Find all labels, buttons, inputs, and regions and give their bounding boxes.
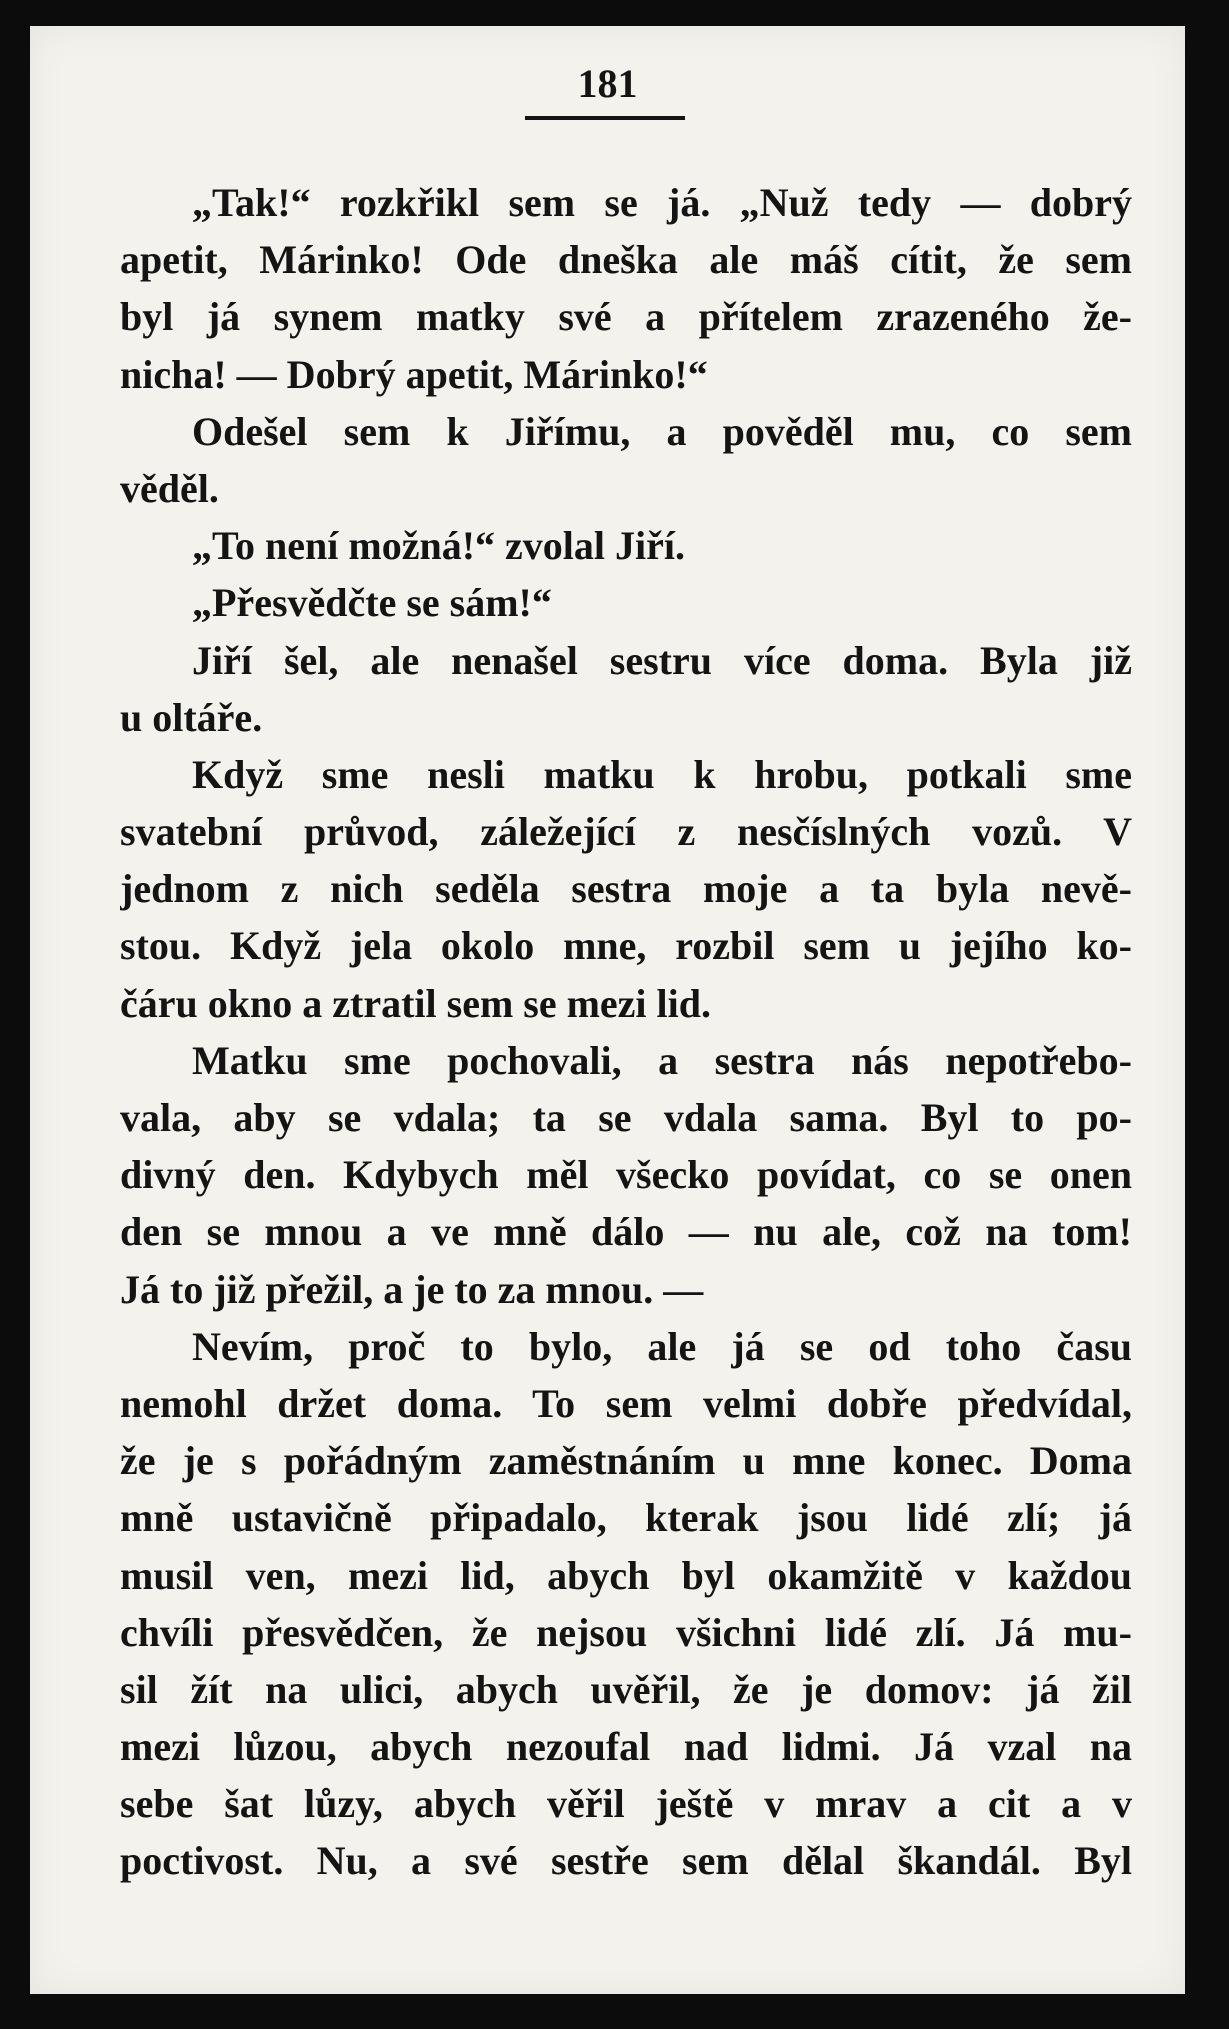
text-line: stou. Když jela okolo mne, rozbil sem u jejího ko- (120, 923, 1132, 969)
text-line: nemohl držet doma. To sem velmi dobře předvídal, (120, 1380, 1132, 1426)
text-line: den se mnou a ve mně dálo — nu ale, což na tom! (120, 1209, 1132, 1255)
text-line: čáru okno a ztratil sem se mezi lid. (120, 980, 711, 1026)
text-line: u oltáře. (120, 694, 263, 740)
text-line: Jiří šel, ale nenašel sestru více doma. Byla již (192, 637, 1132, 683)
text-line: Když sme nesli matku k hrobu, potkali sme (192, 751, 1132, 797)
page-number: 181 (577, 61, 638, 106)
text-line: vala, aby se vdala; ta se vdala sama. Byl to po- (120, 1095, 1132, 1140)
text-line: věděl. (120, 465, 219, 511)
text-line: Matku sme pochovali, a sestra nás nepotřebo- (192, 1037, 1132, 1083)
text-line: jednom z nich seděla sestra moje a ta byla nevě- (120, 866, 1132, 912)
text-line: sil žít na ulici, abych uvěřil, že je domov: já žil (120, 1666, 1132, 1712)
text-line: Odešel sem k Jiřímu, a pověděl mu, co sem (192, 408, 1132, 454)
text-line: mně ustavičně připadalo, kterak jsou lidé zlí; já (120, 1495, 1132, 1541)
header-rule (525, 116, 685, 120)
text-line: chvíli přesvědčen, že nejsou všichni lidé zlí. Já mu- (120, 1609, 1132, 1655)
text-line: že je s pořádným zaměstnáním u mne konec. Doma (120, 1438, 1132, 1484)
text-line: byl já synem matky své a přítelem zrazeného že- (120, 294, 1132, 340)
text-line: musil ven, mezi lid, abych byl okamžitě v každou (120, 1552, 1132, 1598)
text-line: „To není možná!“ zvolal Jiří. (192, 523, 685, 569)
text-line: apetit, Márinko! Ode dneška ale máš cítit, že sem (120, 237, 1132, 283)
text-line: „Přesvědčte se sám!“ (192, 580, 552, 626)
body-text (120, 174, 1132, 1890)
text-line: svatební průvod, záležející z nesčíslných vozů. V (120, 809, 1132, 855)
text-line: Nevím, proč to bylo, ale já se od toho času (192, 1323, 1132, 1369)
text-line: sebe šat lůzy, abych věřil ještě v mrav a cit a v (120, 1781, 1132, 1827)
text-line: mezi lůzou, abych nezoufal nad lidmi. Já vzal na (120, 1724, 1132, 1770)
text-line: Já to již přežil, a je to za mnou. — (120, 1266, 704, 1312)
text-line: divný den. Kdybych měl všecko povídat, co se onen (120, 1152, 1132, 1198)
book-page (30, 26, 1185, 1994)
text-line: nicha! — Dobrý apetit, Márinko!“ (120, 351, 708, 397)
text-line: „Tak!“ rozkřikl sem se já. „Nuž tedy — dobrý (192, 180, 1132, 225)
text-line: poctivost. Nu, a své sestře sem dělal škandál. Byl (120, 1838, 1132, 1884)
